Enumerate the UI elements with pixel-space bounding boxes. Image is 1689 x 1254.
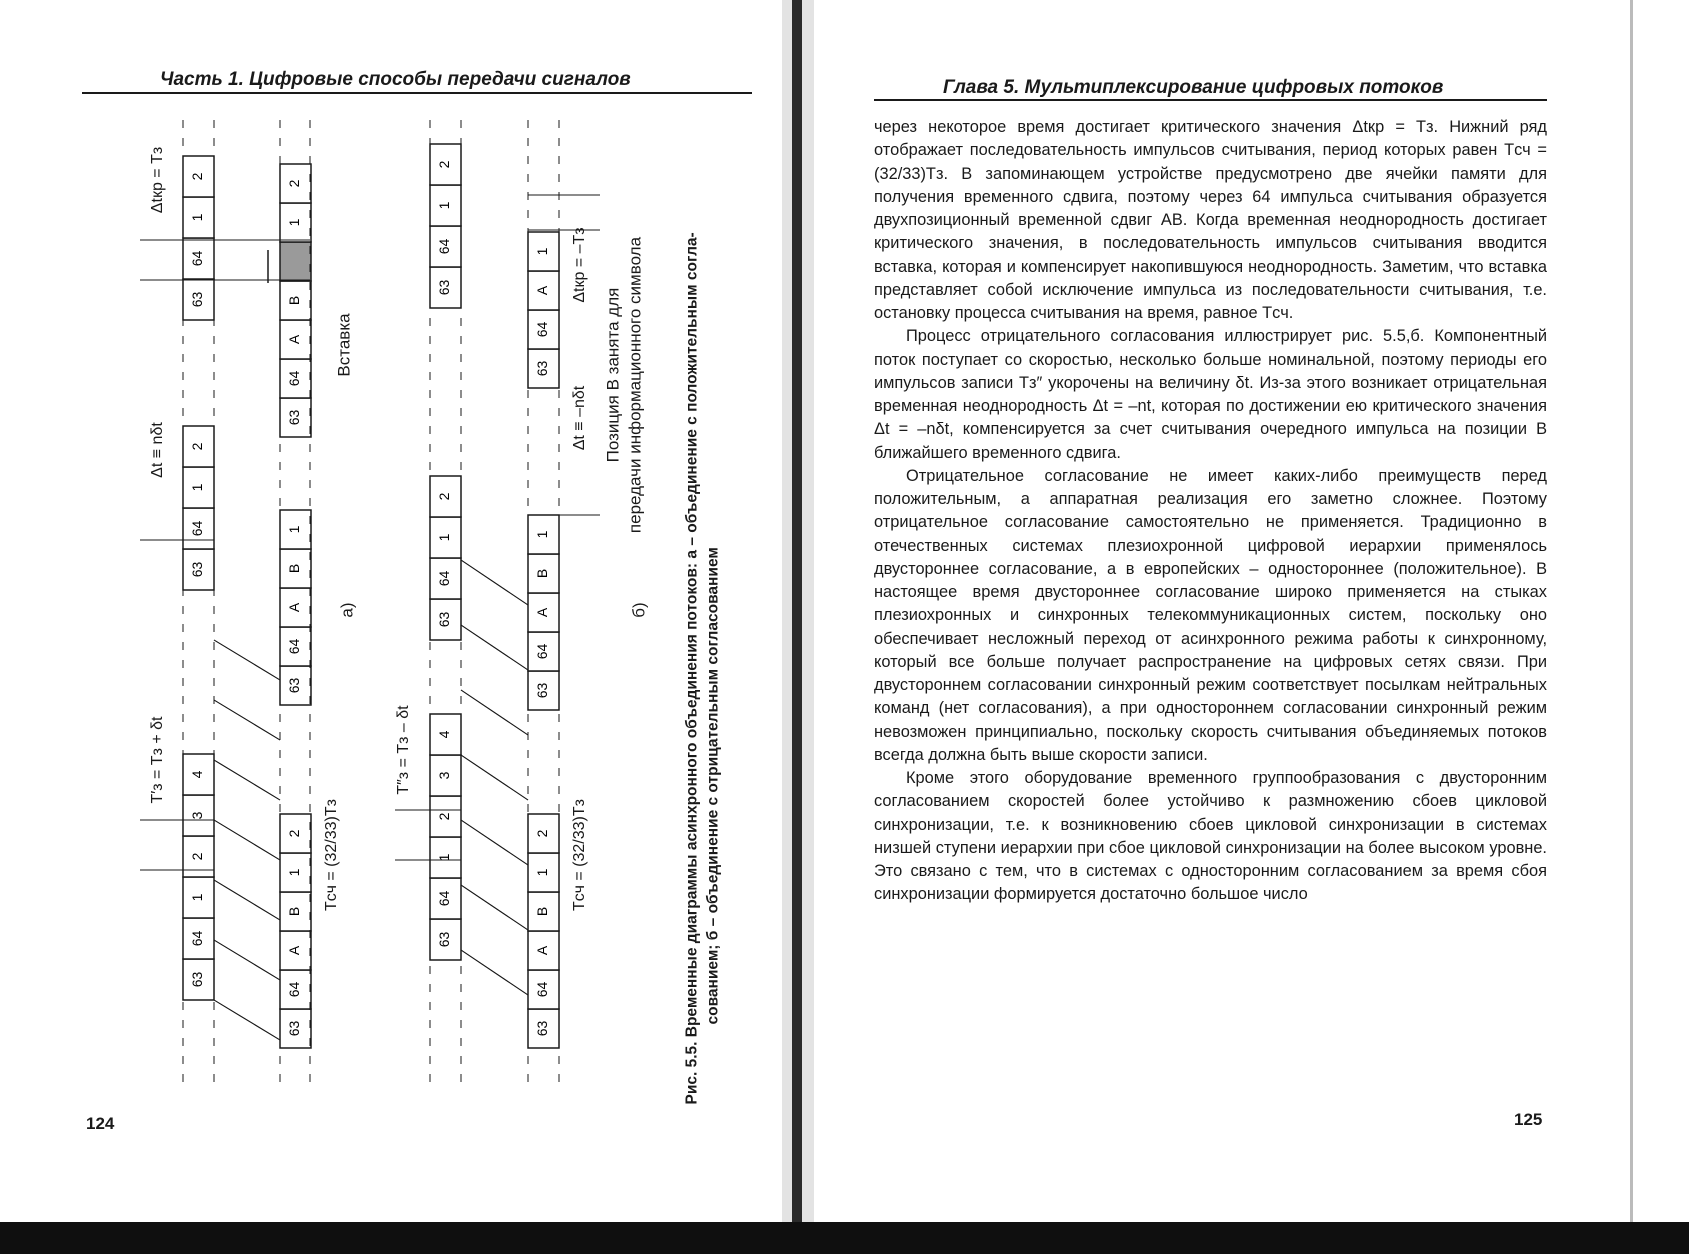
panel-a-label: а) xyxy=(337,602,357,618)
panel-b-delta-mid-label: Δt ≡ –nδt xyxy=(571,385,589,451)
panel-a-write-3-cell-label: 63 xyxy=(189,291,206,308)
panel-b-write-3-cell xyxy=(430,144,461,185)
panel-a-read-1-cell-label: В xyxy=(286,906,303,917)
panel-a-read-1-cell xyxy=(280,970,311,1009)
panel-a-read-period-label: Tсч = (32/33)Tз xyxy=(323,799,341,911)
panel-a-write-2-cell-label: 63 xyxy=(189,561,206,578)
panel-a-write-2-cell xyxy=(183,508,214,549)
panel-b-read-2-cell-label: 1 xyxy=(534,530,551,539)
figure-5-5-diagram xyxy=(0,0,790,1120)
panel-a-read-1-cell-label: 1 xyxy=(286,868,303,877)
panel-a-write-1-cell-label: 64 xyxy=(189,930,206,947)
panel-a-period-label: T′з = Tз + δt xyxy=(149,716,167,804)
panel-b-read-3-cell-label: 64 xyxy=(534,321,551,338)
panel-a-write-1-cell-label: 2 xyxy=(189,852,206,861)
panel-b-write-1-cell-label: 63 xyxy=(436,931,453,948)
panel-b-write-1-cell-label: 2 xyxy=(436,812,453,821)
panel-b-write-1-cell xyxy=(430,755,461,796)
panel-b-write-2-cell-label: 1 xyxy=(436,533,453,542)
panel-a-read-3-cell xyxy=(280,164,311,203)
panel-b-read-3-cell xyxy=(528,271,559,310)
panel-b-delta-crit-label: Δtкр = –Tз xyxy=(571,227,589,303)
panel-a-read-3-cell xyxy=(280,398,311,437)
panel-b-write-3-cell xyxy=(430,226,461,267)
panel-b-read-1-cell-label: 2 xyxy=(534,829,551,838)
panel-b-read-1-cell-label: В xyxy=(534,906,551,917)
panel-b-write-1-cell-label: 4 xyxy=(436,730,453,739)
panel-b-read-3-cell xyxy=(528,310,559,349)
panel-a-transfer xyxy=(214,940,280,980)
panel-a-read-3-cell-label: 64 xyxy=(286,370,303,387)
panel-b-read-1-cell xyxy=(528,814,559,853)
panel-a-read-2-cell xyxy=(280,627,311,666)
diagram-labels xyxy=(149,147,648,911)
panel-a-write-1-cell xyxy=(183,959,214,1000)
right-page-number: 125 xyxy=(1514,1110,1543,1129)
panel-a-read-3-cell xyxy=(280,281,311,320)
panel-b-read-1-cell-label: 1 xyxy=(534,868,551,877)
panel-b-read-2-cell-label: А xyxy=(534,607,551,618)
panel-a-transfer xyxy=(214,700,280,740)
panel-b-transfer xyxy=(461,755,528,800)
panel-b-write-3-cell-label: 64 xyxy=(436,238,453,255)
panel-b-read-1-cell-label: 64 xyxy=(534,981,551,998)
right-header-rule xyxy=(874,99,1547,101)
panel-a-write-1-cell xyxy=(183,877,214,918)
left-page-header: Часть 1. Цифровые способы передачи сигналов xyxy=(160,69,631,90)
scan-border xyxy=(0,1222,1689,1254)
panel-a-write-1-cell-label: 4 xyxy=(189,770,206,779)
panel-a-read-1-cell xyxy=(280,892,311,931)
panel-b-write-1-cell-label: 3 xyxy=(436,771,453,780)
panel-a-transfer xyxy=(214,1000,280,1040)
panel-a-transfer xyxy=(214,760,280,800)
panel-a-transfer xyxy=(214,640,280,680)
left-page-number: 124 xyxy=(86,1114,115,1133)
panel-a-read-3-cell xyxy=(280,203,311,242)
panel-b-read-2-cell xyxy=(528,593,559,632)
panel-a-write-1-cell xyxy=(183,795,214,836)
panel-b-transfer xyxy=(461,885,528,930)
panel-a-delta-mid-label: Δt ≡ nδt xyxy=(149,422,167,478)
panel-a-read-2-cell xyxy=(280,588,311,627)
panel-a-write-3-cell xyxy=(183,156,214,197)
panel-a-write-1-cell-label: 3 xyxy=(189,811,206,820)
right-page-header: Глава 5. Мультиплексирование цифровых потоков xyxy=(943,77,1444,98)
panel-b-read-3-cell-label: 1 xyxy=(534,247,551,256)
panel-b-read-3-cell xyxy=(528,349,559,388)
panel-a-read-2-cell xyxy=(280,549,311,588)
panel-b-write-2-cell xyxy=(430,517,461,558)
panel-a-read-1-cell-label: 64 xyxy=(286,981,303,998)
panel-b-transfer xyxy=(461,820,528,865)
panel-a-read-3-cell-label: 1 xyxy=(286,218,303,227)
caption-line-2: сованием; б – объединение с отрицательным согласованием xyxy=(704,547,722,1025)
panel-b-write-2-cell-label: 64 xyxy=(436,570,453,587)
panel-a-transfer xyxy=(214,880,280,920)
panel-b-read-2-cell xyxy=(528,554,559,593)
panel-b-write-2-cell xyxy=(430,476,461,517)
panel-a-read-3-cell-label: А xyxy=(286,334,303,345)
panel-b-transfer xyxy=(461,625,528,670)
panel-b-read-3-cell xyxy=(528,232,559,271)
panel-b-read-period-label: Tсч = (32/33)Tз xyxy=(571,799,589,911)
panel-b-write-1-cell xyxy=(430,878,461,919)
page-edge xyxy=(1630,0,1633,1222)
panel-a-read-2-cell xyxy=(280,510,311,549)
panel-a-write-2-cell-label: 1 xyxy=(189,483,206,492)
panel-b-write-1-cell xyxy=(430,796,461,837)
panel-b-write-1-cell-label: 1 xyxy=(436,853,453,862)
panel-a-read-3-cell-label: 63 xyxy=(286,409,303,426)
panel-b-write-3-cell xyxy=(430,185,461,226)
panel-b-write-2-cell-label: 63 xyxy=(436,611,453,628)
panel-a-insert-label: Вставка xyxy=(334,313,354,377)
panel-a-write-1-cell-label: 63 xyxy=(189,971,206,988)
panel-b-read-1-cell xyxy=(528,970,559,1009)
panel-a-write-3-cell-label: 1 xyxy=(189,213,206,222)
panel-b-write-3-cell-label: 63 xyxy=(436,279,453,296)
panel-a-write-2-cell-label: 64 xyxy=(189,520,206,537)
panel-b-read-2-cell xyxy=(528,671,559,710)
panel-b-transfer xyxy=(461,690,528,735)
panel-a-delta-crit-label: Δtкр = Tз xyxy=(149,146,167,214)
panel-b-label: б) xyxy=(629,602,649,618)
panel-a-write-3-cell-label: 2 xyxy=(189,172,206,181)
panel-a-read-2-cell-label: А xyxy=(286,602,303,613)
panel-b-transfer xyxy=(461,560,528,605)
panel-b-write-1-cell xyxy=(430,919,461,960)
panel-b-read-2-cell xyxy=(528,515,559,554)
paragraph-4: Кроме этого оборудование временного группообразования с двусторонним согласованием скоростей более устойчиво к размножению сбоев цикловой синхронизации, т.е. к возникновению сбоев цикловой синхронизации в системах низшей ступени иерархии при сбое цикловой синхронизации на более высоком уровне. Это связано с тем, что в системах с односторонним согласованием за время сбоя синхронизации формируется достаточно большое число xyxy=(874,769,1547,904)
panel-b-write-3-cell-label: 2 xyxy=(436,160,453,169)
panel-a-read-1-cell xyxy=(280,814,311,853)
panel-a-read-2-cell-label: 1 xyxy=(286,525,303,534)
panel-a-write-3-cell-label: 64 xyxy=(189,250,206,267)
paragraph-1: через некоторое время достигает критического значения Δtкр = Tз. Нижний ряд отображает последовательность импульсов считывания, период которых равен Tсч = (32/33)Tз. В запоминающем устройстве предусмотрено две ячейки памяти для получения временного сдвига, поэтому через 64 импульса считывания образуется двухпозиционный временной сдвиг АВ. Когда временная неоднородность достигает критического значения, в последовательность импульсов считывания вводится вставка, которая и компенсирует накопившуюся неоднородность. Заметим, что вставка представляет собой исключение импульса из последовательности считывания, т.е. остановку процесса считывания на время, равное Tсч. xyxy=(874,118,1547,322)
panel-b-write-1-cell xyxy=(430,714,461,755)
panel-a-write-2-cell xyxy=(183,549,214,590)
panel-b-write-2-cell xyxy=(430,599,461,640)
panel-a-write-2-cell xyxy=(183,426,214,467)
panel-b-read-2-cell-label: 64 xyxy=(534,643,551,660)
panel-b-read-1-cell xyxy=(528,892,559,931)
panel-a-read-3-cell-label: В xyxy=(286,295,303,306)
panel-a-read-3-cell xyxy=(280,359,311,398)
panel-a-read-3-cell xyxy=(280,242,311,281)
panel-b-read-1-cell xyxy=(528,1009,559,1048)
panel-a-read-1-cell-label: 63 xyxy=(286,1020,303,1037)
panel-b-read-3-cell-label: А xyxy=(534,285,551,296)
panel-b-read-1-cell xyxy=(528,931,559,970)
panel-a-read-3-cell xyxy=(280,320,311,359)
panel-b-read-3-cell-label: 63 xyxy=(534,360,551,377)
panel-b-read-2-cell xyxy=(528,632,559,671)
panel-b-write-2-cell-label: 2 xyxy=(436,492,453,501)
panel-a-read-2-cell xyxy=(280,666,311,705)
panel-a-write-3-cell xyxy=(183,197,214,238)
panel-b-write-1-cell-label: 64 xyxy=(436,890,453,907)
panel-b-read-1-cell xyxy=(528,853,559,892)
paragraph-3: Отрицательное согласование не имеет каких-либо преимуществ перед положительным, а аппаратная реализация его заметно сложнее. Поэтому отрицательное согласование самостоятельно не применяется. Традиционно в отечественных системах плезиохронной цифровой иерархии применялось двустороннее согласование, а в европейских – одностороннее (положительное). В настоящее время двустороннее согласование широко применяется на стыках плезиохронных и синхронных телекоммуникационных систем, поскольку оно обеспечивает несложный переход от асинхронного режима работы к синхронному, который все больше получает распространение на цифровых сетях связи. При двустороннем согласовании синхронный режим соответствует посылкам нейтральных команд (нет согласования), а при одностороннем согласовании синхронный режим невозможен принципиально, поскольку скорость считывания объединяемых потоков всегда должна быть выше скорости записи. xyxy=(874,466,1547,764)
panel-a-read-2-cell-label: 63 xyxy=(286,677,303,694)
panel-b-period-label: T″з = Tз – δt xyxy=(395,705,413,795)
panel-b-write-3-cell-label: 1 xyxy=(436,201,453,210)
panel-b-write-2-cell xyxy=(430,558,461,599)
panel-a-read-1-cell-label: 2 xyxy=(286,829,303,838)
panel-a-read-1-cell xyxy=(280,853,311,892)
panel-a-write-2-cell-label: 2 xyxy=(189,442,206,451)
panel-a-write-3-cell xyxy=(183,238,214,279)
book-spine-gutter xyxy=(792,0,802,1222)
panel-a-write-3-cell xyxy=(183,279,214,320)
panel-a-write-1-cell xyxy=(183,836,214,877)
panel-a-read-1-cell xyxy=(280,1009,311,1048)
panel-b-transfer xyxy=(461,950,528,995)
caption-line-1: Рис. 5.5. Временные диаграммы асинхронного объединения потоков: а – объединение с положительным согла- xyxy=(683,232,701,1105)
panel-b-read-1-cell-label: А xyxy=(534,945,551,956)
panel-a-read-1-cell xyxy=(280,931,311,970)
panel-a-read-3-cell-label: 2 xyxy=(286,179,303,188)
panel-b-read-2-cell-label: 63 xyxy=(534,682,551,699)
paragraph-2: Процесс отрицательного согласования иллюстрирует рис. 5.5,б. Компонентный поток поступает со скоростью, несколько больше номинальной, поэтому периоды его импульсов записи Tз″ укорочены на величину δt. Из-за этого возникает отрицательная временная неоднородность Δt = –nt, которая по достижении ею критического значения Δt = –nδt, компенсируется за счет считывания очередного импульса на позиции В ближайшего временного сдвига. xyxy=(874,327,1547,462)
panel-a-write-1-cell xyxy=(183,918,214,959)
figure-caption xyxy=(681,215,745,1104)
panel-a-read-1-cell-label: А xyxy=(286,945,303,956)
panel-b-write-3-cell xyxy=(430,267,461,308)
panel-a-read-2-cell-label: 64 xyxy=(286,638,303,655)
panel-b-note-line-2: передачи информационного символа xyxy=(625,236,645,534)
panel-a-write-2-cell xyxy=(183,467,214,508)
panel-a-write-1-cell xyxy=(183,754,214,795)
panel-b-note-line-1: Позиция В занята для xyxy=(603,287,623,463)
panel-b-write-1-cell xyxy=(430,837,461,878)
panel-a-write-1-cell-label: 1 xyxy=(189,893,206,902)
panel-a-transfer xyxy=(214,820,280,860)
panel-b-read-2-cell-label: В xyxy=(534,568,551,579)
panel-b-read-1-cell-label: 63 xyxy=(534,1020,551,1037)
right-page-body xyxy=(874,116,1547,907)
panel-a-read-2-cell-label: В xyxy=(286,563,303,574)
